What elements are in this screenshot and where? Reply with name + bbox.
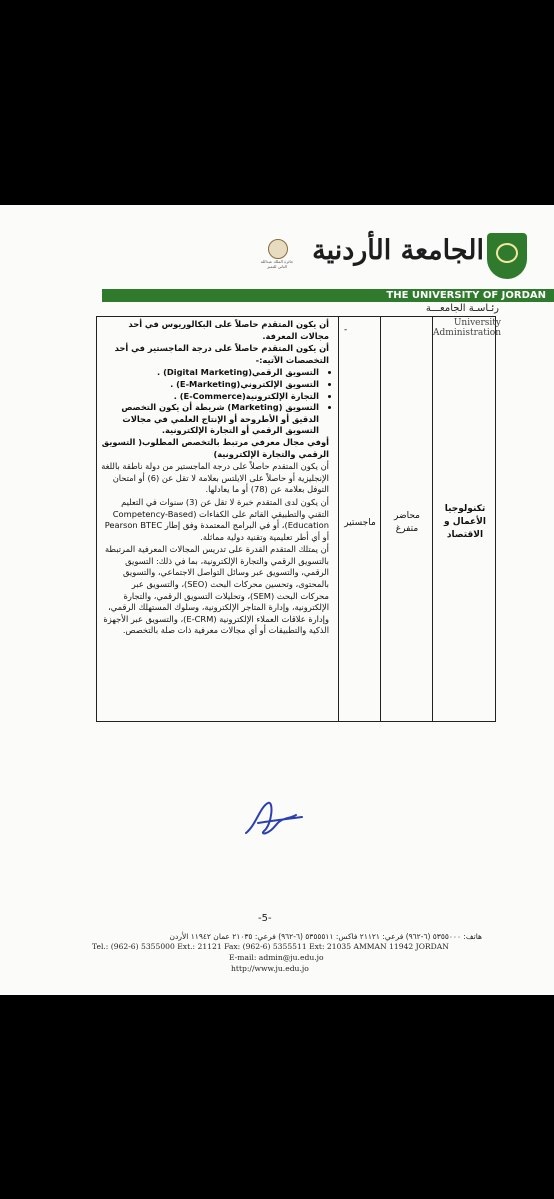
requirement-teaching: أن يمتلك المتقدم القدرة على تدريس المجالات المعرفية المرتبطة بالتسويق الرقمي والتجارة الإلكترونية، بما في ذلك: التسويق الرقمي، والتسويق عبر وسائل التواصل الاجتماعي، والتسويق بالمحتوى، وتحسين محركات البحث (SEO)، والتسويق عبر محركات البحث (SEM)، وتحليلات التسويق الرقمي، والتجارة الإلكترونية، وإدارة المتاجر الإلكترونية، وسلوك المستهلك الرقمي، وإدارة علاقات العملاء الإلكترونية (E-CRM)، والتسويق عبر الأجهزة الذكية والتطبيقات أو أي مجالات معرفية ذات صلة بالتخصص. xyxy=(103,544,329,636)
requirement-related-field: أوفي مجال معرفي مرتبط بالتخصص المطلوب( التسويق الرقمي والتجارة الإلكترونية) xyxy=(101,436,329,459)
university-name-arabic: الجامعة الأردنية xyxy=(312,235,484,266)
rank-cell: محاضر متفرغ xyxy=(394,511,420,534)
page-number: -5- xyxy=(258,913,272,924)
footer-website: http://www.ju.edu.jo xyxy=(231,964,309,973)
requirements-table xyxy=(96,316,501,722)
list-item: • التسويق (Marketing) شريطة أن يكون التخصص الدقيق أو الأطروحة أو الإنتاج العلمي في مجالات التسويق الرقمي أو التجارة الإلكترونية. xyxy=(101,402,319,437)
degree-cell: ماجستير xyxy=(344,518,376,528)
requirement-master: أن يكون المتقدم حاصلاً على درجة الماجستير في أحد التخصصات الآتيه:- xyxy=(114,343,329,365)
specialization-list xyxy=(101,367,329,437)
crown-emblem-icon xyxy=(268,239,288,259)
list-item: • التسويق الرقمي(Digital Marketing) . xyxy=(101,367,319,379)
requirement-language: أن يكون المتقدم حاصلاً على درجة الماجستير من دولة ناطقة باللغة الإنجليزية أو حاصلاً على الايلتس بعلامة لا تقل عن (6) أو امتحان التوفل بعلامة عن (78) أو ما يعادلها. xyxy=(101,461,329,495)
column-divider xyxy=(338,317,339,721)
administration-arabic: رئـاسـة الجامعـــة xyxy=(425,303,499,314)
column-divider xyxy=(380,317,381,721)
footer-contact-arabic: هاتف: ٥٣٥٥٠٠٠ (٦-٩٦٢) فرعي: ٢١١٢١ فاكس: ٥٣٥٥٥١١ (٦-٩٦٢) فرعي: ٢١٠٣٥ عمان ١١٩٤٢ الأردن xyxy=(169,932,482,941)
field-cell: تكنولوجيا الأعمال و الاقتصاد xyxy=(444,504,486,540)
requirement-experience: أن يكون لدى المتقدم خبرة لا تقل عن (3) سنوات في التعليم التقني والتطبيقي القائم على الكفاءات (Competency-Based Education)، أو في البرامج المعتمدة وفق إطار Pearson BTEC أو أي أطر تعليمية وتقنية دولية مماثلة. xyxy=(104,496,329,542)
footer-contact-english: Tel.: (962-6) 5355000 Ext.: 21121 Fax: (962-6) 5355511 Ext: 21035 AMMAN 11942 JORDAN xyxy=(92,942,449,951)
column-divider xyxy=(432,317,433,721)
document-page xyxy=(0,205,554,995)
award-stamp xyxy=(258,239,296,279)
footer-email: E-mail: admin@ju.edu.jo xyxy=(229,953,324,962)
list-item: • التسويق الإلكتروني(E-Marketing) . xyxy=(101,379,319,391)
university-logo xyxy=(487,233,527,279)
requirements-cell xyxy=(101,319,329,638)
list-item: • التجارة الإلكترونية(E-Commerce) . xyxy=(101,391,319,403)
signature xyxy=(238,795,308,843)
requirement-bachelor: أن يكون المتقدم حاصلاً على البكالوريوس في أحد مجالات المعرفة. xyxy=(128,319,329,341)
university-name-english: THE UNIVERSITY OF JORDAN xyxy=(102,289,554,302)
award-stamp-text: جائزة الملك عبدالله الثاني للتميز xyxy=(260,259,294,269)
administration-english: University Administration xyxy=(433,318,501,338)
dash-mark: - xyxy=(344,325,348,335)
